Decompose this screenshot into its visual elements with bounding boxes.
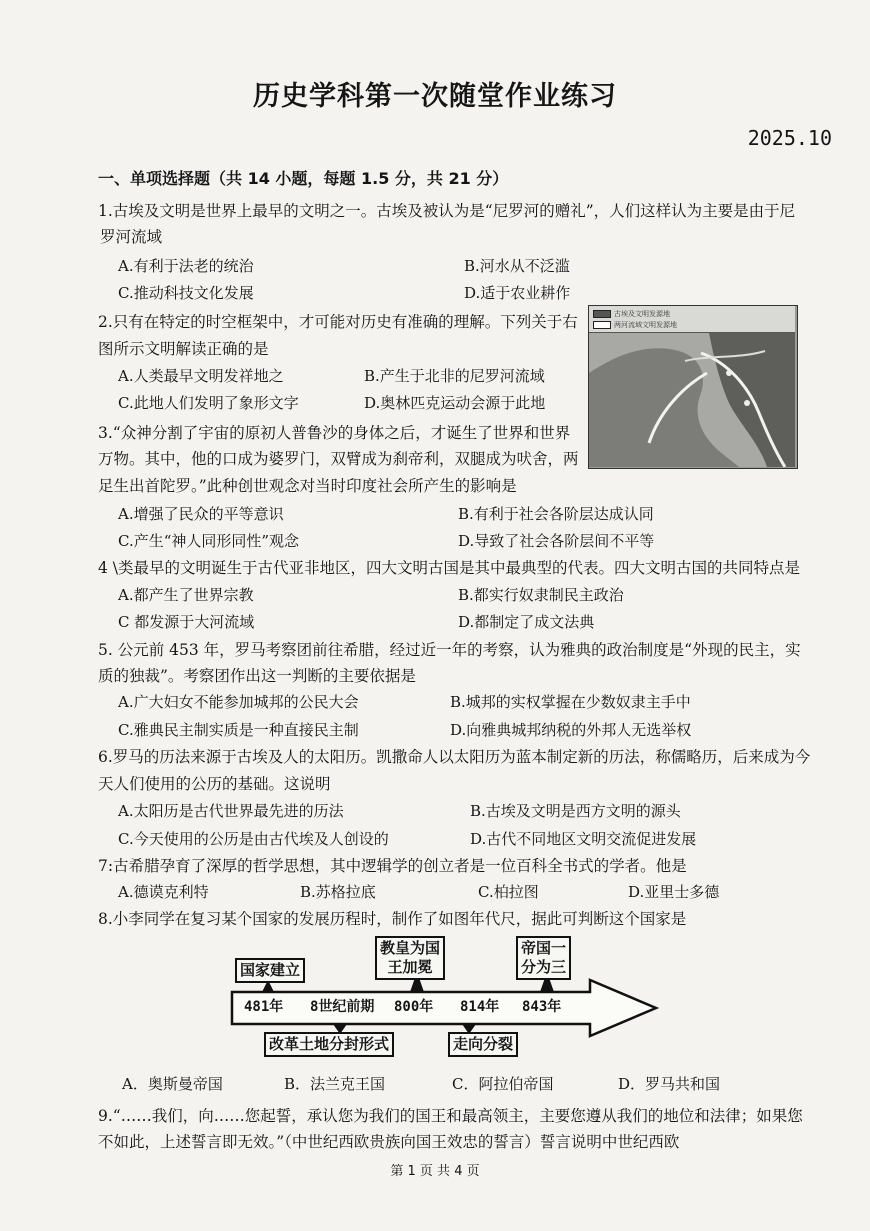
event-pope-crowns-king	[375, 936, 445, 980]
q8-option-a: A．奥斯曼帝国	[122, 1075, 223, 1093]
q1-option-b: B.河水从不泛滥	[464, 257, 570, 275]
event-disintegration: 走向分裂	[448, 1032, 518, 1057]
page-title: 历史学科第一次随堂作业练习	[253, 81, 617, 112]
question-8-stem: 8.小李同学在复习某个国家的发展历程时，制作了如图年代尺，据此可判断这个国家是	[98, 910, 687, 928]
map-drawing	[589, 333, 795, 467]
event-pope-crowns-king-line2: 王加冕	[387, 958, 433, 976]
event-pope-crowns-king-line1: 教皇为国	[380, 939, 441, 957]
question-6-stem-cont: 天人们使用的公历的基础。这说明	[98, 775, 331, 793]
year-843: 843年	[522, 999, 562, 1015]
q7-option-b: B.苏格拉底	[300, 883, 376, 901]
year-800: 800年	[394, 999, 434, 1015]
q5-option-c: C.雅典民主制实质是一种直接民主制	[118, 721, 359, 739]
legend-swatch-light	[593, 321, 611, 329]
q1-option-a: A.有利于法老的统治	[118, 257, 254, 275]
event-land-reform: 改革土地分封形式	[264, 1032, 394, 1057]
q4-option-a: A.都产生了世界宗教	[118, 586, 254, 604]
question-5-stem: 5. 公元前 453 年，罗马考察团前往希腊，经过近一年的考察，认为雅典的政治制度是“外现的民主，实	[98, 641, 801, 659]
q3-option-b: B.有利于社会各阶层达成认同	[458, 505, 654, 523]
event-empire-split	[516, 936, 571, 980]
event-state-founded: 国家建立	[235, 958, 305, 983]
legend-label-1: 古埃及文明发源地	[614, 309, 670, 318]
q1-option-c: C.推动科技文化发展	[118, 284, 254, 302]
q2-option-c: C.此地人们发明了象形文字	[118, 394, 299, 412]
q8-option-b: B．法兰克王国	[284, 1075, 386, 1093]
q5-option-d: D.向雅典城邦纳税的外邦人无选举权	[450, 721, 692, 739]
q6-option-d: D.古代不同地区文明交流促进发展	[470, 830, 697, 848]
q5-option-a: A.广大妇女不能参加城邦的公民大会	[118, 693, 359, 711]
question-1-stem-cont: 罗河流域	[100, 228, 163, 246]
page-footer: 第 1 页 共 4 页	[390, 1164, 480, 1179]
q8-option-c: C．阿拉伯帝国	[452, 1075, 554, 1093]
question-4-stem: 4 \类最早的文明诞生于古代亚非地区，四大文明古国是其中最典型的代表。四大文明古国的共同特点是	[98, 559, 801, 577]
q1-option-d: D.适于农业耕作	[464, 284, 571, 302]
q2-option-b: B.产生于北非的尼罗河流域	[364, 367, 545, 385]
question-9-stem-cont: 不如此，上述誓言即无效。”（中世纪西欧贵族向国王效忠的誓言）誓言说明中世纪西欧	[98, 1133, 680, 1151]
timeline-figure	[230, 936, 660, 1060]
q4-option-c: C 都发源于大河流域	[118, 613, 255, 631]
q7-option-c: C.柏拉图	[478, 883, 539, 901]
section-heading: 一、单项选择题（共 14 小题，每题 1.5 分，共 21 分）	[98, 169, 509, 188]
q6-option-c: C.今天使用的公历是由古代埃及人创设的	[118, 830, 389, 848]
map-legend	[589, 306, 795, 333]
q4-option-d: D.都制定了成文法典	[458, 613, 595, 631]
question-6-stem: 6.罗马的历法来源于古埃及人的太阳历。凯撒命人以太阳历为蓝本制定新的历法，称儒略历，后来成为今	[98, 748, 811, 766]
question-3-stem: 3.“众神分割了宇宙的原初人普鲁沙的身体之后，才诞生了世界和世界	[98, 424, 571, 442]
q2-option-a: A.人类最早文明发祥地之	[118, 367, 284, 385]
year-8th-century: 8世纪前期	[310, 999, 375, 1015]
question-9-stem: 9.“……我们，向……您起誓，承认您为我们的国王和最高领主，主要您遵从我们的地位和法律；如果您	[98, 1107, 803, 1125]
event-empire-split-line2: 分为三	[521, 958, 567, 976]
q3-option-c: C.产生“神人同形同性”观念	[118, 532, 300, 550]
question-2-stem-cont: 图所示文明解读正确的是	[98, 340, 269, 358]
q3-option-d: D.导致了社会各阶层间不平等	[458, 532, 655, 550]
question-2-stem: 2.只有在特定的时空框架中，才可能对历史有准确的理解。下列关于右	[98, 313, 578, 331]
question-3-stem-cont-1: 万物。其中，他的口成为婆罗门，双臂成为刹帝利，双腿成为吠舍，两	[98, 450, 579, 468]
exam-date: 2025.10	[747, 126, 832, 150]
event-empire-split-line1: 帝国一	[521, 939, 567, 957]
year-814: 814年	[460, 999, 500, 1015]
q6-option-b: B.古埃及文明是西方文明的源头	[470, 802, 681, 820]
q7-option-d: D.亚里士多德	[628, 883, 720, 901]
q6-option-a: A.太阳历是古代世界最先进的历法	[118, 802, 344, 820]
question-3-stem-cont-2: 足生出首陀罗。”此种创世观念对当时印度社会所产生的影响是	[98, 477, 517, 495]
q2-option-d: D.奥林匹克运动会源于此地	[364, 394, 546, 412]
map-figure	[588, 305, 798, 469]
legend-label-2: 两河流域文明发源地	[614, 320, 677, 329]
legend-swatch-dark	[593, 310, 611, 318]
question-5-stem-cont: 质的独裁”。考察团作出这一判断的主要依据是	[98, 667, 416, 685]
q8-option-d: D．罗马共和国	[618, 1075, 721, 1093]
q4-option-b: B.都实行奴隶制民主政治	[458, 586, 624, 604]
q5-option-b: B.城邦的实权掌握在少数奴隶主手中	[450, 693, 691, 711]
question-1-stem: 1.古埃及文明是世界上最早的文明之一。古埃及被认为是“尼罗河的赠礼”，人们这样认为主要是由于尼	[98, 202, 796, 220]
q7-option-a: A.德谟克利特	[118, 883, 209, 901]
year-481: 481年	[244, 999, 284, 1015]
question-7-stem: 7:古希腊孕育了深厚的哲学思想，其中逻辑学的创立者是一位百科全书式的学者。他是	[98, 857, 687, 875]
q3-option-a: A.增强了民众的平等意识	[118, 505, 284, 523]
